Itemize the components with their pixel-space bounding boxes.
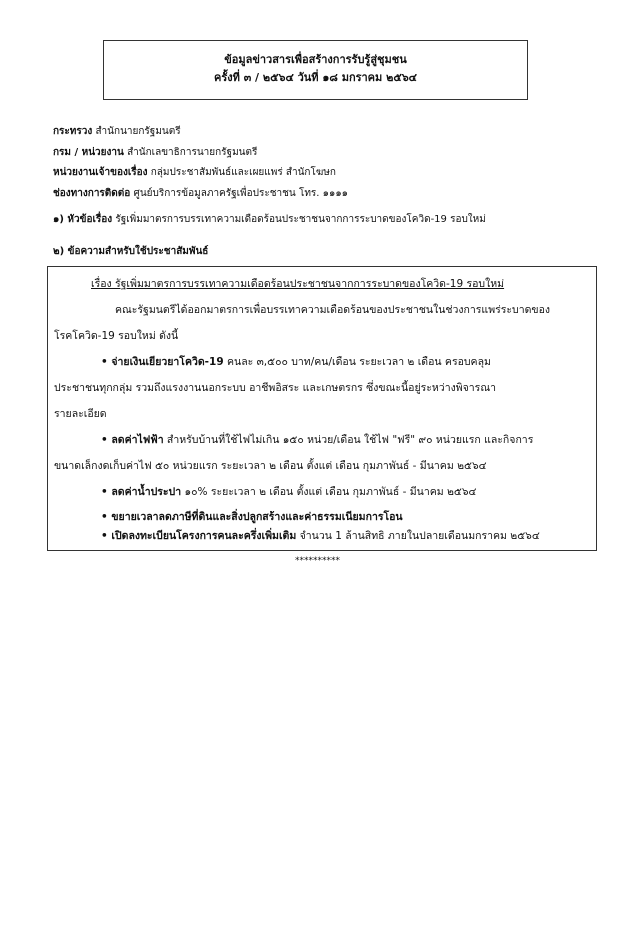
content-heading: เรื่อง รัฐเพิ่มมาตรการบรรเทาความเดือดร้อนประชาชนจากการระบาดของโควิด-19 รอบใหม่ <box>91 278 505 290</box>
contact-value: ศูนย์บริการข้อมูลภาครัฐเพื่อประชาชน โทร. ๑๑๑๑ <box>133 188 349 199</box>
owner-value: กลุ่มประชาสัมพันธ์และเผยแพร่ สำนักโฆษก <box>150 167 336 178</box>
pr-content-box <box>47 266 597 551</box>
item-2-line-2: ขนาดเล็กงดเก็บค่าไฟ ๕๐ หน่วยแรก ระยะเวลา ๒ เดือน ตั้งแต่ เดือน กุมภาพันธ์ - มีนาคม ๒๕๖๔ <box>54 460 487 472</box>
department-row <box>53 146 257 160</box>
item-2-text: สำหรับบ้านที่ใช้ไฟไม่เกิน ๑๕๐ หน่วย/เดือน ใช้ไฟ "ฟรี" ๙๐ หน่วยแรก และกิจการ <box>163 434 534 446</box>
item-3-text: ๑๐% ระยะเวลา ๒ เดือน ตั้งแต่ เดือน กุมภาพันธ์ - มีนาคม ๒๕๖๔ <box>181 486 477 498</box>
end-marker: ********** <box>295 556 340 566</box>
item-5-line <box>101 529 540 543</box>
item-1-line-1 <box>101 355 491 369</box>
item-2-line-1 <box>101 433 533 447</box>
intro-line-1: คณะรัฐมนตรีได้ออกมาตรการเพื่อบรรเทาความเดือดร้อนของประชาชนในช่วงการแพร่ระบาดของ <box>115 304 551 316</box>
item-4-title: • ขยายเวลาลดภาษีที่ดินและสิ่งปลูกสร้างและค่าธรรมเนียมการโอน <box>101 511 403 523</box>
owner-label: หน่วยงานเจ้าของเรื่อง <box>53 167 148 178</box>
department-label: กรม / หน่วยงาน <box>53 147 124 158</box>
pr-label: ๒) ข้อความสำหรับใช้ประชาสัมพันธ์ <box>53 246 209 257</box>
contact-label: ช่องทางการติดต่อ <box>53 188 131 199</box>
topic-value: รัฐเพิ่มมาตรการบรรเทาความเดือดร้อนประชาชนจากการระบาดของโควิด-19 รอบใหม่ <box>115 214 486 225</box>
ministry-value: สำนักนายกรัฐมนตรี <box>95 126 181 137</box>
item-3-title: • ลดค่าน้ำประปา <box>101 486 182 498</box>
intro-line-2: โรคโควิด-19 รอบใหม่ ดังนี้ <box>54 330 179 342</box>
pr-heading-row <box>53 245 208 259</box>
ministry-row <box>53 125 181 139</box>
item-3-line <box>101 485 477 499</box>
topic-label: ๑) หัวข้อเรื่อง <box>53 214 113 225</box>
item-2-title: • ลดค่าไฟฟ้า <box>101 434 164 446</box>
header-box <box>103 40 528 100</box>
item-5-text: จำนวน 1 ล้านสิทธิ ภายในปลายเดือนมกราคม ๒๕๖๔ <box>296 530 540 542</box>
item-1-text: คนละ ๓,๕๐๐ บาท/คน/เดือน ระยะเวลา ๒ เดือน ครอบคลุม <box>223 356 491 368</box>
item-1-line-3: รายละเอียด <box>54 408 107 420</box>
item-4-line <box>101 510 403 524</box>
item-5-title: • เปิดลงทะเบียนโครงการคนละครึ่งเพิ่มเติม <box>101 530 297 542</box>
item-1-title: • จ่ายเงินเยียวยาโควิด-19 <box>101 356 224 368</box>
department-value: สำนักเลขาธิการนายกรัฐมนตรี <box>127 147 258 158</box>
contact-row <box>53 187 348 201</box>
document-title: ข้อมูลข่าวสารเพื่อสร้างการรับรู้สู่ชุมชน <box>224 53 407 66</box>
issue-line: ครั้งที่ ๓ / ๒๕๖๔ วันที่ ๑๘ มกราคม ๒๕๖๔ <box>213 71 418 84</box>
item-1-line-2: ประชาชนทุกกลุ่ม รวมถึงแรงงานนอกระบบ อาชีพอิสระ และเกษตรกร ซึ่งขณะนี้อยู่ระหว่างพิจารณา <box>54 382 496 394</box>
ministry-label: กระทรวง <box>53 126 93 137</box>
owner-row <box>53 166 336 180</box>
topic-row <box>53 213 486 227</box>
